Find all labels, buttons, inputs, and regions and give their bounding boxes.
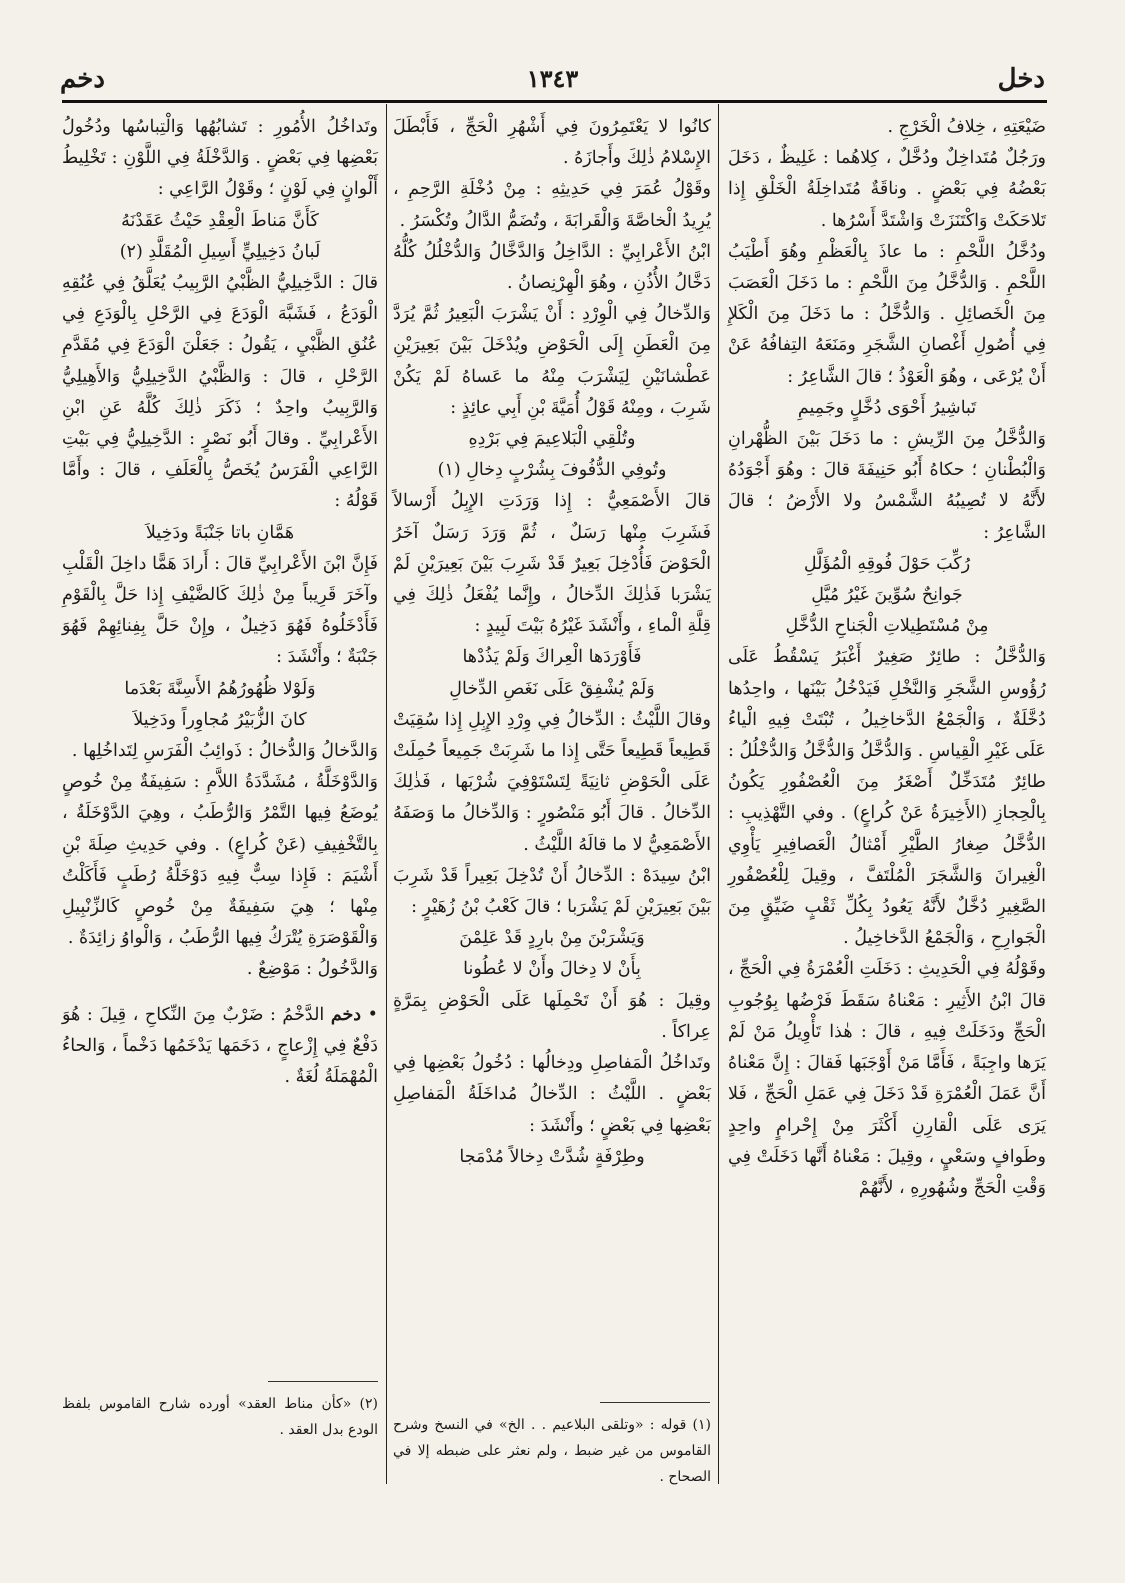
verse-line: جَوانِحٌ سُوِّينَ غَيْرُ مُيَّلِ <box>811 585 963 606</box>
footnote-rule <box>600 1402 710 1403</box>
column-divider <box>718 104 719 1484</box>
paragraph: وتَداخُلُ الأُمُورِ : تَشابُهُها وَالْتِباسُها ودُخُولُ بَعْضِها فِي بَعْضٍ . وَالدَّخْلَةُ فِي اللَّوْنِ : تَخْلِيطُ أَلْوانٍ فِي لَوْنٍ ؛ وقَوْلُ الرَّاعِي : <box>62 117 378 200</box>
paragraph: وَالدُّخَّلُ مِنَ الرِّيشِ : ما دَخَلَ بَيْنَ الظُّهْرانِ وَالْبُطْنانِ ؛ حكاهُ أَبُو حَنِيفَةَ قالَ : وهُوَ أَجْوَدُهُ لأَنَّهُ لا تُصِيبُهُ الشَّمْسُ ولا الأَرْضُ ؛ قالَ الشَّاعِرُ : <box>728 429 1046 543</box>
footnote-rule <box>268 1381 378 1382</box>
entry-headword: دخم <box>330 1004 362 1025</box>
paragraph: قالَ : الدَّخِيلِيُّ الظَّبْيُ الرَّبِيبُ يُعَلَّقُ فِي عُنُقِهِ الْوَدَعُ ، فَشَبَّهَ الْوَدَعَ فِي الرَّحْلِ بِالْوَدَعِ فِي عُنُقِ الظَّبْيِ ، يَقُولُ : جَعَلْنَ الْوَدَعَ فِي مُقَدَّمِ الرَّحْلِ ، قالَ : وَالظَّبْيُ الدَّخِيلِيُّ وَالأَهِيلِيُّ وَالرَّبِيبُ واحِدٌ ؛ ذَكَرَ ذٰلِكَ كُلَّهُ عَنِ ابْنِ الأَعْرابِيِّ . وقالَ أَبُو نَصْرٍ : الدَّخِيلِيُّ فِي بَيْتِ الرَّاعِي الْفَرَسُ يُخَصُّ بِالْعَلَفِ ، قالَ : وأَمَّا قَوْلُهُ : <box>62 273 378 512</box>
paragraph: قالَ الأَصْمَعِيُّ : إِذا وَرَدَتِ الإِبِلُ أَرْسالاً فَشَرِبَ مِنْها رَسَلٌ ، ثُمَّ وَرَدَ رَسَلٌ آخَرُ الْحَوْضَ فَأُدْخِلَ بَعِيرٌ قَدْ شَرِبَ بَيْنَ بَعِيرَيْنِ لَمْ يَشْرَبا فَذٰلِكَ الدِّخالُ ، وإِنَّما يُفْعَلُ ذٰلِكَ فِي قِلَّةِ الْماءِ ، وأَنْشَدَ غَيْرُهُ بَيْتَ لَبِيدٍ : <box>393 491 711 637</box>
verse-line: كَأَنَّ مَناطَ الْعِقْدِ حَيْثُ عَقَدْنَهُ <box>121 210 319 231</box>
paragraph: وَالدَّخُولُ : مَوْضِعٌ . <box>246 959 378 980</box>
verse-line: كانَ الزُّبَيْرُ مُجاوِراً ودَخِيلاَ <box>133 709 307 730</box>
paragraph: كانُوا لا يَعْتَمِرُونَ فِي أَشْهُرِ الْحَجِّ ، فَأَبْطَلَ الإِسْلامُ ذٰلِكَ وأَجازَهُ . <box>393 117 711 169</box>
header-next-root-word: دخم <box>60 64 105 94</box>
verse-line: فَأَوْرَدَها الْعِراكَ وَلَمْ يَذُدْها <box>462 647 642 668</box>
paragraph: ابْنُ الأَعْرابِيِّ : الدَّاخِلُ وَالدَّخَّالُ وَالدُّخْلُلُ كُلُّهُ دَخَّالُ الأُذُنِ ، وهُوَ الْهِرْنِصانُ . <box>393 241 711 294</box>
verse-line: وَيَشْرَبْنَ مِنْ بارِدٍ قَدْ عَلِمْنَ <box>459 928 645 949</box>
verse-line: رُكِّبَ حَوْلَ فُوقِهِ الْمُؤَلَّلِ <box>803 553 971 574</box>
paragraph: فَإِنَّ ابْنَ الأَعْرابِيِّ قالَ : أَرادَ هَمًّا داخِلَ الْقَلْبِ وآخَرَ قَرِيباً مِنْ ذٰلِكَ كَالضَّيْفِ إِذا حَلَّ بِالْقَوْمِ فَأَدْخَلُوهُ فَهُوَ دَخِيلٌ ، وإِنْ حَلَّ بِفِنائِهِمْ فَهُوَ جَنْبَةٌ ؛ وأَنْشَدَ : <box>62 553 378 668</box>
verse-line: وطِرْفَةٍ شُدَّتْ دِخالاً مُدْمَجا <box>459 1146 645 1167</box>
text-column-right <box>728 112 1046 1204</box>
column-divider <box>386 104 387 1484</box>
header-root-word: دخل <box>997 64 1045 94</box>
verse-line: هَمَّانِ باتا جَنْبَةً ودَخِيلاَ <box>145 522 295 543</box>
paragraph: وَالدَّخالُ وَالدُّخالُ : ذَوائِبُ الْفَرَسِ لِتَداخُلِها . <box>71 741 378 762</box>
footnote-left: (٢) «كأن مناط العقد» أورده شارح القاموس بلفظ الودع بدل العقد . <box>62 1396 378 1438</box>
verse-line: وتُوفِي الدُّفُوفَ بِشُرْبٍ دِخالِ (١) <box>437 460 667 481</box>
verse-line: وَلَوْلا ظُهُورُهُمُ الأَسِنَّةَ بَعْدَما <box>124 678 316 699</box>
paragraph: وَالدُّخَّلُ : طائِرٌ صَغِيرٌ أَغْبَرُ يَسْقُطُ عَلَى رُؤُوسِ الشَّجَرِ وَالنَّخْلِ فَيَدْخُلُ بَيْنَها ، واحِدُها دُخَّلَةٌ ، وَالْجَمْعُ الدَّخاخِيلُ ، تُبْتَتْ فِيهِ الْياءُ عَلَى غَيْرِ الْقِياسِ . وَالدُّخَّلُ وَالدُّخَّلُ وَالدُّخْلُلُ : طائِرٌ مُتَدَخِّلٌ أَصْغَرُ مِنَ الْعُصْفُورِ يَكُونُ بِالْحِجازِ (الأَخِيرَةُ عَنْ كُراعٍ) . وفي التَّهْذِيبِ : الدُّخَّلُ صِغارُ الطَّيْرِ أَمْثالُ الْعَصافِيرِ يَأْوِي الْغِيرانَ وَالشَّجَرَ الْمُلْتَفَّ ، وقِيلَ لِلْعُصْفُورِ الصَّغِيرِ دُخَّلٌ لأَنَّهُ يَعُودُ بِكُلِّ ثَقْبٍ ضَيِّقٍ مِنَ الْجَوارِحِ ، وَالْجَمْعُ الدَّخاخِيلُ . <box>728 647 1046 949</box>
paragraph: ابْنُ سِيدَهْ : الدِّخالُ أَنْ تُدْخِلَ بَعِيراً قَدْ شَرِبَ بَيْنَ بَعِيرَيْنِ لَمْ يَشْرَبا ؛ قالَ كَعْبُ بْنُ زُهَيْرٍ : <box>393 865 711 918</box>
paragraph: وقالَ اللَّيْثُ : الدِّخالُ فِي وِرْدِ الإِبِلِ إِذا سُقِيَتْ قَطِيعاً قَطِيعاً حَتَّى إِذا ما شَرِبَتْ جَمِيعاً حُمِلَتْ عَلَى الْحَوْضِ ثانِيَةً لِتَسْتَوْفِيَ شُرْبَها ، فَذٰلِكَ الدِّخالُ . قالَ أَبُو مَنْصُورٍ : وَالدِّخالُ ما وَصَفَهُ الأَصْمَعِيُّ لا ما قالَهُ اللَّيْثُ . <box>393 709 711 855</box>
paragraph: ورَجُلٌ مُتَداخِلٌ ودُخَّلٌ ، كِلاهُما : غَلِيظٌ ، دَخَلَ بَعْضُهُ فِي بَعْضٍ . وناقَةٌ مُتَداخِلَةُ الْخَلْقِ إِذا تَلاحَكَتْ وَاكْتَنَزَتْ وَاشْتَدَّ أَسْرُها . <box>728 148 1046 231</box>
header-rule <box>62 100 1047 103</box>
paragraph: وقَوْلُ عُمَرَ فِي حَدِيثِهِ : مِنْ دُخْلَةِ الرَّحِمِ ، يُرِيدُ الْخاصَّةَ وَالْقَرابَةَ ، وتُضَمُّ الدَّالُ وتُكْسَرُ . <box>393 179 711 231</box>
verse-line: وتُلْقِي الْبَلاعِيمَ فِي بَرْدِهِ <box>468 429 636 450</box>
paragraph: ودُخَّلُ اللَّحْمِ : ما عاذَ بِالْعَظْمِ وهُوَ أَطْيَبُ اللَّحْمِ . وَالدُّخَّلُ مِنَ اللَّحْمِ : ما دَخَلَ الْعَصَبَ مِنَ الْخَصائِلِ . وَالدُّخَّلُ : ما دَخَلَ مِنَ الْكَلإِ فِي أُصُولِ أَغْصانِ الشَّجَرِ ومَنَعَهُ التِفافُهُ عَنْ أَنْ يُرْعَى ، وهُوَ الْعَوْذُ ؛ قالَ الشَّاعِرُ : <box>728 241 1046 387</box>
verse-line: مِنْ مُسْتَطِيلاتِ الْجَناحِ الدُّخَّلِ <box>785 616 989 637</box>
page-header <box>60 62 1045 100</box>
text-column-left <box>62 112 378 1093</box>
paragraph: وقَوْلُهُ فِي الْحَدِيثِ : دَخَلَتِ الْعُمْرَةُ فِي الْحَجِّ ، قالَ ابْنُ الأَثِيرِ : مَعْناهُ سَقَطَ فَرْضُها بِوُجُوبِ الْحَجِّ ودَخَلَتْ فِيهِ ، قالَ : هٰذا تَأْوِيلُ مَنْ لَمْ يَرَها واجِبَةً ، فَأَمَّا مَنْ أَوْجَبَها فَقالَ : إِنَّ مَعْناهُ أَنَّ عَمَلَ الْعُمْرَةِ قَدْ دَخَلَ فِي عَمَلِ الْحَجِّ ، فَلا يَرَى عَلَى الْقارِنِ أَكْثَرَ مِنْ إِحْرامٍ واحِدٍ وطَوافٍ وسَعْيٍ ، وقِيلَ : مَعْناهُ أَنَّها دَخَلَتْ فِي وَقْتِ الْحَجِّ وشُهُورِهِ ، لأَنَّهُمْ <box>728 959 1046 1198</box>
footnote-middle: (١) قوله : «وتلقى البلاعيم . . الخ» في النسخ وشرح القاموس من غير ضبط ، ولم نعثر على ضبطه إلا في الصحاح . <box>393 1417 711 1485</box>
verse-line: لَبانُ دَخِيلِيٍّ أَسِيلِ الْمُقَلَّدِ (٢) <box>119 241 321 262</box>
text-column-middle <box>393 112 711 1173</box>
paragraph: ضَيْعَتِهِ ، خِلافُ الْخَرْجِ . <box>887 117 1046 137</box>
verse-line: وَلَمْ يُشْفِقْ عَلَى نَغَصِ الدِّخالِ <box>449 678 655 699</box>
page-number: ١٣٤٣ <box>526 64 579 93</box>
entry-text: الدَّخْمُ : ضَرْبٌ مِنَ النِّكاحِ ، قِيلَ : هُوَ دَفْعٌ فِي إِزْعاجٍ ، دَخَمَها يَدْخَمُها دَخْماً ، وَالحاءُ الْمُهْمَلَةُ لُغَةٌ . <box>62 1004 378 1088</box>
paragraph: وَالدِّخالُ فِي الْوِرْدِ : أَنْ يَشْرَبَ الْبَعِيرُ ثُمَّ يُرَدَّ مِنَ الْعَطَنِ إِلَى الْحَوْضِ ويُدْخَلَ بَيْنَ بَعِيرَيْنِ عَطْشانَيْنِ لِيَشْرَبَ مِنْهُ ما عَساهُ لَمْ يَكُنْ شَرِبَ ، ومِنْهُ قَوْلُ أُمَيَّةَ بْنِ أَبِي عائِذٍ : <box>393 304 711 418</box>
entry-mark: • <box>367 1004 378 1025</box>
paragraph: وقِيلَ : هُوَ أَنْ تَحْمِلَها عَلَى الْحَوْضِ بِمَرَّةٍ عِراكاً . <box>393 990 711 1042</box>
verse-line: تَباشِيرُ أَحْوَى دُخَّلٍ وجَمِيمِ <box>797 397 977 418</box>
paragraph: وَالدَّوْخَلَّةُ ، مُشَدَّدَةُ اللاَّمِ : سَفِيفَةٌ مِنْ خُوصٍ يُوضَعُ فِيها التَّمْرُ وَالرُّطَبُ ، وهِيَ الدَّوْخَلَةُ ، بِالتَّخْفِيفِ (عَنْ كُراعٍ) . وفي حَدِيثِ صِلَةَ بْنِ أَشْيَمَ : فَإِذا سِبٌّ فِيهِ دَوْخَلَّةُ رُطَبٍ فَأَكَلْتُ مِنْها ؛ هِيَ سَفِيفَةٌ مِنْ خُوصٍ كَالزِّنْبِيلِ وَالْقَوْصَرَةِ يُتْرَكُ فِيها الرُّطَبُ ، وَالْواوُ زائِدَةٌ . <box>62 772 378 949</box>
verse-line: بِأَنْ لا دِخالَ وأَنْ لا عُطُونا <box>463 959 641 980</box>
paragraph: وتَداخُلُ الْمَفاصِلِ ودِخالُها : دُخُولُ بَعْضِها فِي بَعْضٍ . اللَّيْثُ : الدِّخالُ مُداخَلَةُ الْمَفاصِلِ بَعْضِها فِي بَعْضٍ ؛ وأَنْشَدَ : <box>393 1053 711 1136</box>
entry-dakhm <box>62 1000 378 1094</box>
